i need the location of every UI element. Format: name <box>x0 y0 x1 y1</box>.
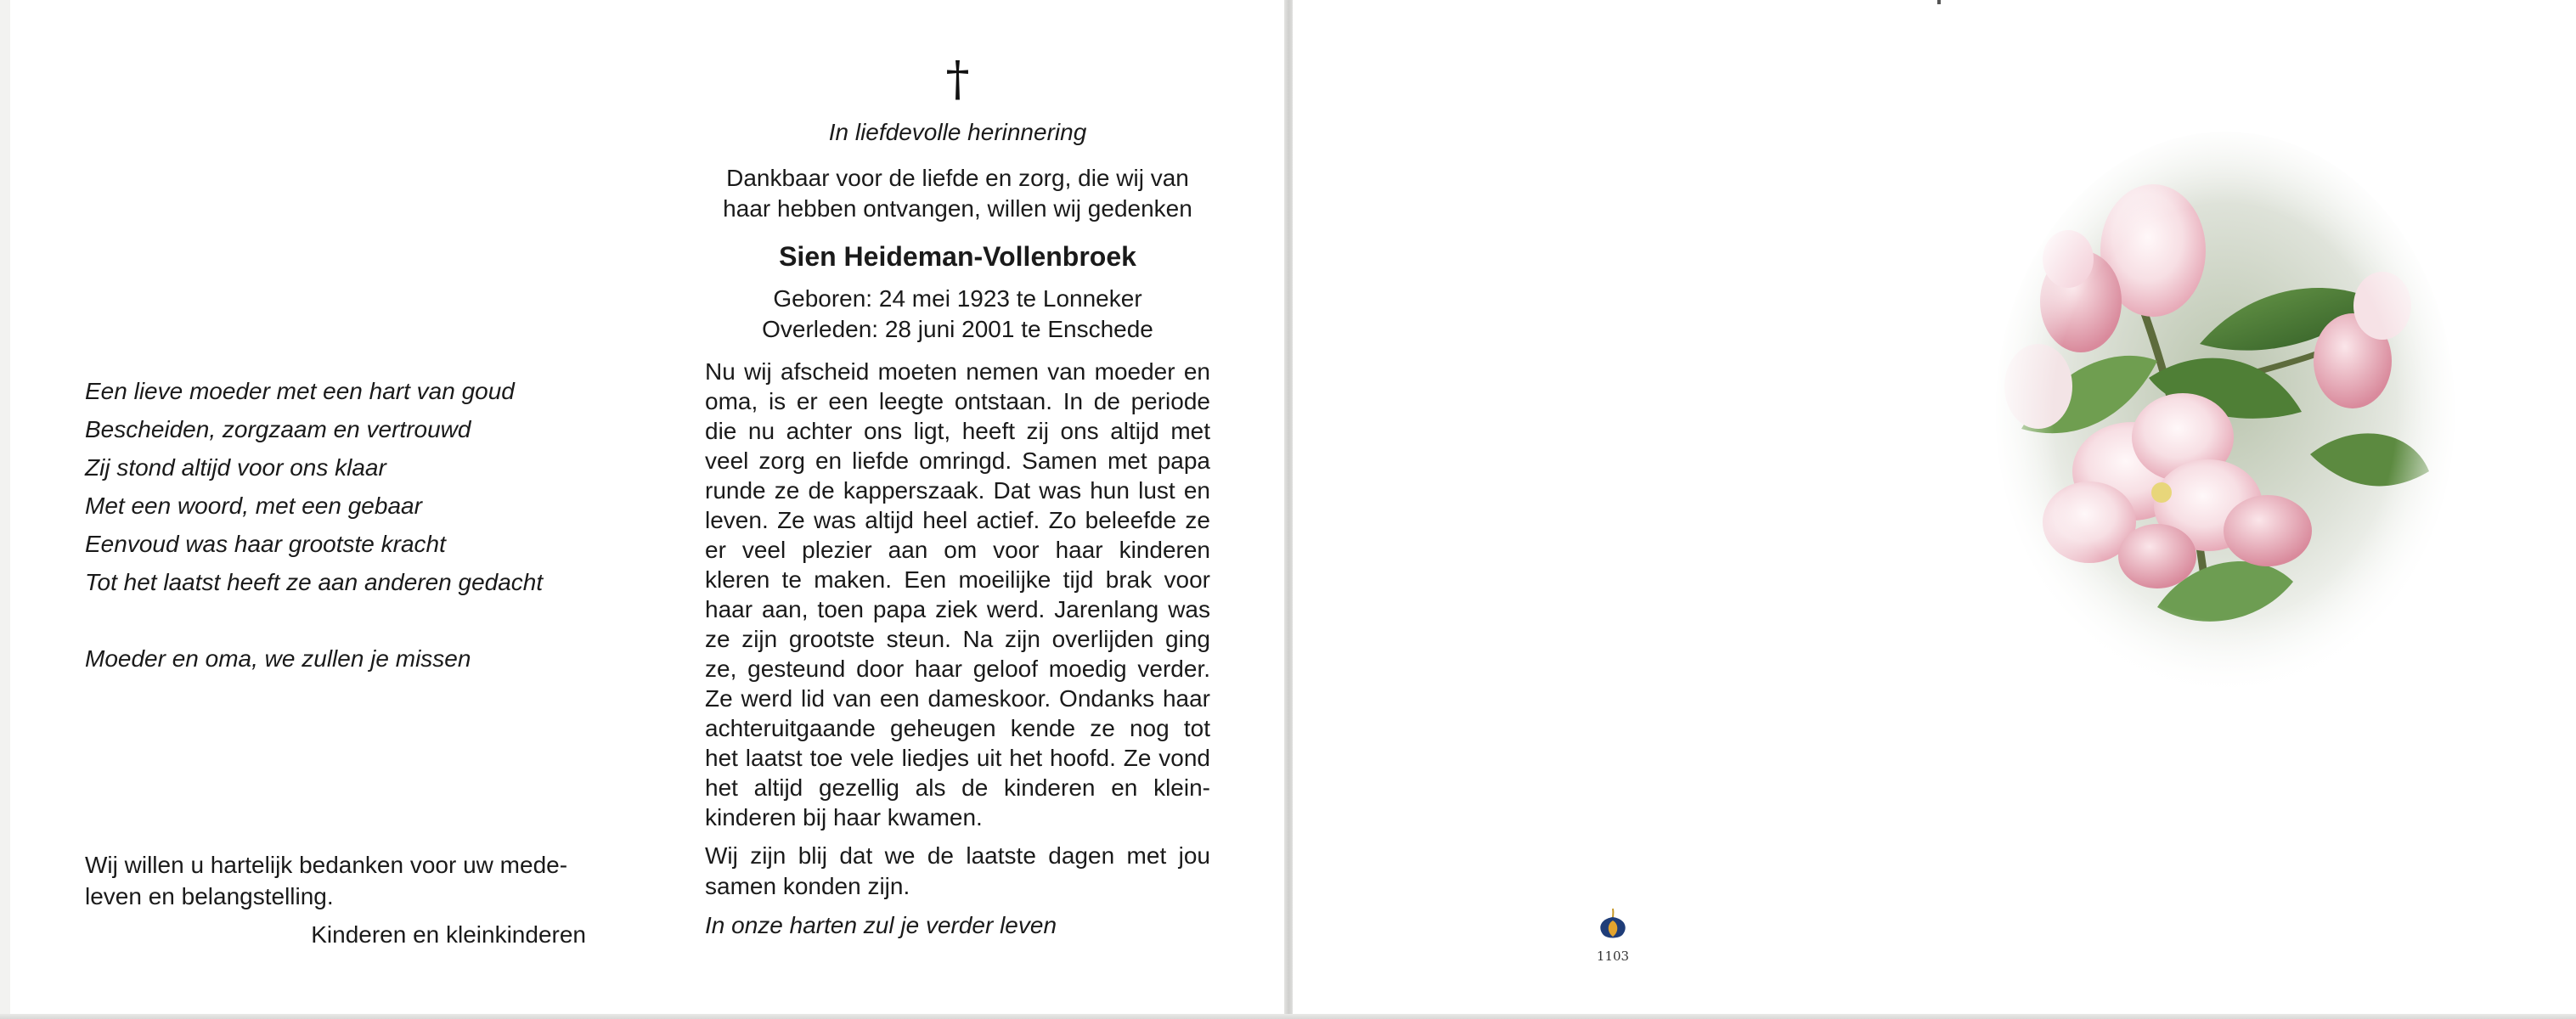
poem-line: Eenvoud was haar grootste kracht <box>85 531 446 557</box>
eulogy-line: ze zijn grootste steun. Na zijn overlijden ging <box>705 626 1210 652</box>
birth-date: Geboren: 24 mei 1923 te Lonneker <box>773 285 1142 312</box>
intro-line: Dankbaar voor de liefde en zorg, die wij van <box>726 165 1189 191</box>
printer-mark <box>1593 907 1632 964</box>
poem-line: Tot het laatst heeft ze aan anderen gedacht <box>85 569 544 595</box>
thanks-line: Wij willen u hartelijk bedanken voor uw mede- <box>85 852 568 878</box>
eulogy-line: kleren te maken. Een moeilijke tijd brak voor <box>705 566 1210 593</box>
eulogy-line: kinderen bij haar kwamen. <box>705 804 983 830</box>
closing-line: Wij zijn blij dat we de laatste dagen met jou <box>705 842 1210 869</box>
deceased-name: Sien Heideman-Vollenbroek <box>779 241 1136 272</box>
eulogy-paragraph <box>705 357 1210 832</box>
thanks-note <box>85 849 586 950</box>
eulogy-line: oma, is er een leegte ontstaan. In de periode <box>705 388 1210 414</box>
memorial-poem <box>85 372 628 678</box>
card-inner-left-spread <box>10 0 1286 1019</box>
cross-icon: † <box>945 52 970 107</box>
eulogy-line: veel zorg en liefde omringd. Samen met papa <box>705 448 1210 474</box>
poem-line: Met een woord, met een gebaar <box>85 493 422 519</box>
thanks-line: leven en belangstelling. <box>85 883 334 909</box>
crop-mark <box>1937 0 1941 4</box>
eulogy-line: die nu achter ons ligt, heeft zij ons altijd met <box>705 418 1210 444</box>
printer-logo-icon <box>1596 907 1630 943</box>
death-date: Overleden: 28 juni 2001 te Enschede <box>762 316 1153 342</box>
eulogy-line: achteruitgaande geheugen kende ze nog tot <box>705 715 1210 741</box>
intro-text <box>705 163 1210 224</box>
eulogy-line: runde ze de kapperszaak. Dat was hun lust en <box>705 477 1210 504</box>
eulogy-line: ze, gesteund door haar geloof moedig verder. <box>705 656 1210 682</box>
poem-line: Bescheiden, zorgzaam en vertrouwd <box>85 416 471 442</box>
life-dates <box>705 284 1210 345</box>
closing-line: samen konden zijn. <box>705 873 910 899</box>
memory-heading: In liefdevolle herinnering <box>828 119 1087 145</box>
eulogy-line: Nu wij afscheid moeten nemen van moeder en <box>705 358 1210 385</box>
eulogy-line: Ze werd lid van een dameskoor. Ondanks haar <box>705 685 1210 712</box>
family-signoff: Kinderen en kleinkinderen <box>311 921 586 948</box>
card-bottom-edge <box>0 1014 2576 1019</box>
poem-line: Een lieve moeder met een hart van goud <box>85 378 515 404</box>
eulogy-line: haar aan, toen papa ziek werd. Jarenlang was <box>705 596 1210 622</box>
intro-line: haar hebben ontvangen, willen wij gedenken <box>723 195 1192 222</box>
eulogy-line: leven. Ze was altijd heel actief. Zo beleefde ze <box>705 507 1210 533</box>
eulogy-line: het laatst toe vele liedjes uit het hoofd. Ze vond <box>705 745 1210 771</box>
printer-code: 1103 <box>1596 949 1630 964</box>
eulogy-line: het altijd gezellig als de kinderen en klein- <box>705 774 1210 801</box>
poem-closing-line: Moeder en oma, we zullen je missen <box>85 645 471 672</box>
poem-line: Zij stond altijd voor ons klaar <box>85 454 386 481</box>
eulogy-line: er veel plezier aan om voor haar kinderen <box>705 537 1210 563</box>
obituary-text-column <box>705 54 1210 941</box>
apple-blossom-photo <box>1987 132 2463 726</box>
closing-paragraph <box>705 841 1210 902</box>
final-dedication: In onze harten zul je verder leven <box>705 912 1057 938</box>
